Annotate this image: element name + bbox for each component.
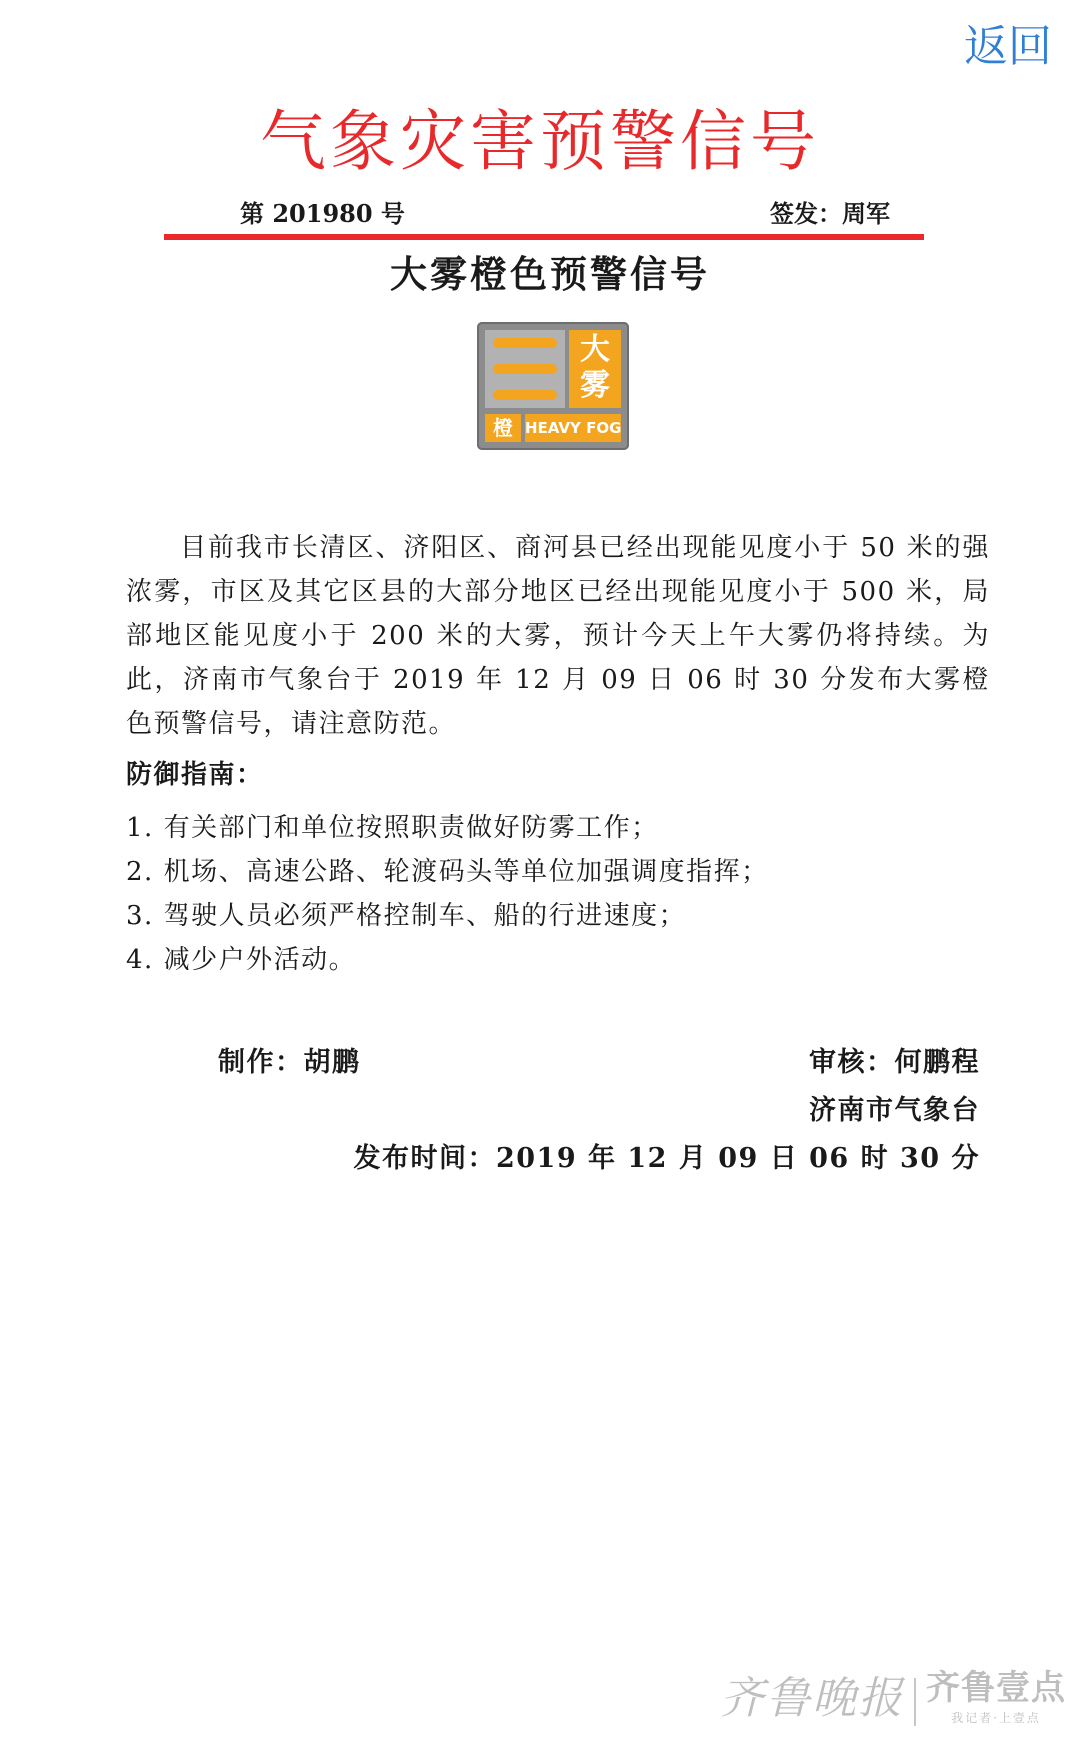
brand-logo (926, 1660, 1066, 1726)
back-link[interactable]: 返回 (964, 21, 1052, 72)
warning-english-label: HEAVY FOG (525, 414, 621, 442)
maker-signature: 制作：胡鹏 (218, 1047, 361, 1078)
document-title: 气象灾害预警信号 (260, 103, 820, 180)
warning-body-paragraph: 目前我市长清区、济阳区、商河县已经出现能见度小于 50 米的强浓雾，市区及其它区县的大部分地区已经出现能见度小于 500 米，局部地区能见度小于 200 米的大雾，预计今天上午大雾仍将持续。为此，济南市气象台于 2019 年 12 月 09 日 06 时 30 分发布大雾橙色预警信号，请注意防范。 (126, 533, 990, 739)
issuer: 签发：周军 (770, 199, 890, 228)
guide-item: 4. 减少户外活动。 (126, 945, 357, 975)
newspaper-logo: 齐鲁晚报 (720, 1673, 904, 1724)
brand-name: 齐鲁壹点 (926, 1668, 1066, 1708)
guide-item: 3. 驾驶人员必须严格控制车、船的行进速度； (126, 901, 687, 931)
watermark (720, 1660, 1066, 1726)
fog-bar (493, 364, 557, 374)
document-meta-row (240, 194, 890, 230)
reviewer-signature: 审核：何鹏程 (809, 1047, 980, 1078)
guide-list (126, 806, 990, 982)
brand-slogan: 我记者·上壹点 (951, 1711, 1041, 1725)
fog-bars-icon (485, 330, 565, 408)
warning-level-char: 橙 (485, 414, 521, 442)
heavy-fog-warning-icon (477, 322, 629, 450)
fog-char-top: 大 (580, 332, 610, 367)
fog-char-bottom: 雾 (580, 368, 610, 403)
header-divider (164, 234, 924, 240)
watermark-divider (914, 1678, 916, 1726)
fog-bar (493, 338, 557, 348)
guide-item: 1. 有关部门和单位按照职责做好防雾工作； (126, 813, 659, 843)
issuing-organization: 济南市气象台 (809, 1095, 980, 1126)
signal-title: 大雾橙色预警信号 (390, 252, 710, 296)
guide-item: 2. 机场、高速公路、轮渡码头等单位加强调度指挥； (126, 857, 769, 887)
fog-character-box (569, 330, 621, 408)
publish-time: 发布时间：2019 年 12 月 09 日 06 时 30 分 (353, 1143, 980, 1174)
issue-number: 第 201980 号 (240, 199, 405, 228)
guide-heading: 防御指南： (126, 760, 264, 790)
fog-bar (493, 390, 557, 400)
